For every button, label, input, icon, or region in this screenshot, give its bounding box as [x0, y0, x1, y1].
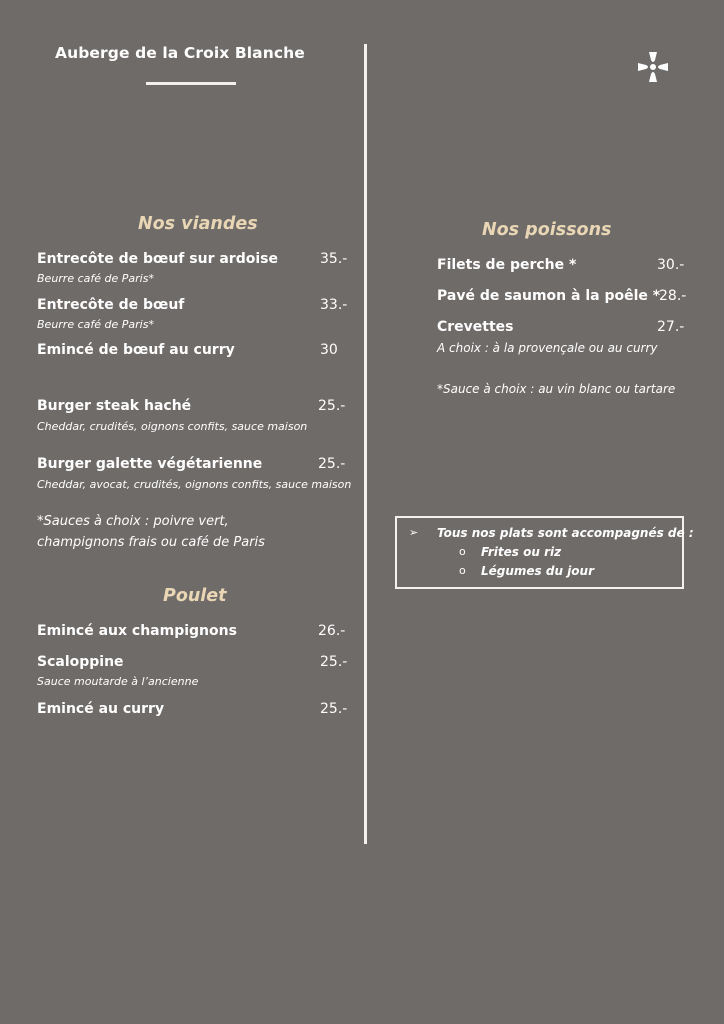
title-underline	[146, 82, 236, 85]
menu-item-description: Beurre café de Paris*	[37, 272, 154, 285]
section-heading-viandes: Nos viandes	[138, 214, 258, 234]
column-divider	[364, 44, 367, 844]
sauce-note: *Sauce à choix : au vin blanc ou tartare	[437, 382, 676, 396]
accompaniment-item-label: Frites ou riz	[481, 545, 562, 559]
sauce-note-line: *Sauces à choix : poivre vert,	[37, 514, 229, 529]
accompaniments-heading	[409, 526, 694, 540]
sauce-note	[37, 511, 265, 553]
arrow-bullet-icon: ➢	[409, 526, 419, 539]
menu-item-name: Crevettes	[437, 319, 514, 335]
sauce-note-line: champignons frais ou café de Paris	[37, 535, 265, 550]
menu-item-price: 30	[320, 342, 338, 358]
menu-item-name: Filets de perche *	[437, 257, 577, 273]
menu-item-name: Emincé au curry	[37, 701, 165, 717]
menu-item-name: Burger steak haché	[37, 398, 192, 414]
menu-item-price: 25.-	[318, 398, 346, 414]
accompaniments-box	[395, 516, 694, 589]
menu-item-price: 33.-	[320, 297, 348, 313]
menu-item-price: 25.-	[320, 654, 348, 670]
menu-item-price: 26.-	[318, 623, 346, 639]
menu-item-price: 30.-	[657, 257, 685, 273]
menu-item-description: Cheddar, avocat, crudités, oignons confits, sauce maison	[37, 478, 352, 491]
menu-item-name: Pavé de saumon à la poêle *	[437, 288, 661, 304]
cross-icon	[636, 50, 670, 84]
menu-item-description: Sauce moutarde à l’ancienne	[37, 675, 199, 688]
menu-item-name: Entrecôte de bœuf sur ardoise	[37, 251, 278, 267]
section-heading-poissons: Nos poissons	[482, 220, 612, 240]
menu-item-description: A choix : à la provençale ou au curry	[437, 341, 658, 355]
menu-item-price: 25.-	[318, 456, 346, 472]
restaurant-name: Auberge de la Croix Blanche	[55, 44, 305, 62]
accompaniment-item	[459, 545, 562, 559]
accompaniment-item	[459, 564, 595, 578]
menu-item-name: Entrecôte de bœuf	[37, 297, 185, 313]
menu-item-name: Burger galette végétarienne	[37, 456, 263, 472]
section-heading-poulet: Poulet	[163, 586, 227, 606]
menu-item-price: 28.-	[659, 288, 687, 304]
accompaniments-heading-text: Tous nos plats sont accompagnés de :	[437, 526, 694, 540]
menu-item-price: 25.-	[320, 701, 348, 717]
accompaniment-item-label: Légumes du jour	[481, 564, 595, 578]
circle-bullet-icon: o	[459, 564, 466, 577]
menu-item-description: Beurre café de Paris*	[37, 318, 154, 331]
menu-item-name: Emincé de bœuf au curry	[37, 342, 235, 358]
menu-item-name: Scaloppine	[37, 654, 124, 670]
menu-item-name: Emincé aux champignons	[37, 623, 237, 639]
menu-item-description: Cheddar, crudités, oignons confits, sauce maison	[37, 420, 308, 433]
menu-item-price: 27.-	[657, 319, 685, 335]
circle-bullet-icon: o	[459, 545, 466, 558]
menu-item-price: 35.-	[320, 251, 348, 267]
